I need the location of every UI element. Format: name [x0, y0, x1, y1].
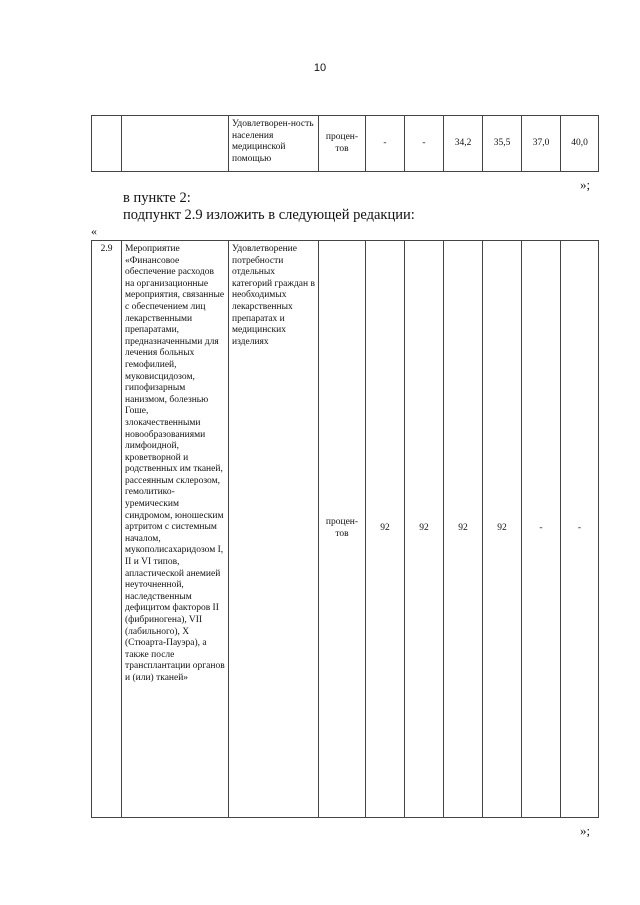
closing-quote-mark-2: »;: [580, 823, 591, 838]
cell-value: -: [561, 241, 599, 818]
table-row: [92, 241, 599, 818]
cell-value: -: [405, 116, 444, 172]
table-row: [92, 116, 599, 172]
cell-number: 2.9: [92, 241, 122, 818]
cell-unit: процен-тов: [319, 241, 366, 818]
cell-value: 92: [366, 241, 405, 818]
cell-value: -: [522, 241, 561, 818]
paragraph-point: в пункте 2:: [123, 190, 191, 206]
cell-unit: процен-тов: [319, 116, 366, 172]
cell-value: -: [366, 116, 405, 172]
cell-value: 92: [483, 241, 522, 818]
cell-value: 40,0: [561, 116, 599, 172]
indicator-table-top: [91, 115, 599, 172]
cell-measure: [122, 116, 229, 172]
paragraph-subpoint: подпункт 2.9 изложить в следующей редакции:: [123, 207, 415, 223]
indicator-table-main: [91, 240, 599, 818]
closing-quote-mark: »;: [580, 177, 591, 192]
cell-value: 92: [405, 241, 444, 818]
cell-indicator: Удовлетворен-ность населения медицинской помощью: [229, 116, 319, 172]
cell-indicator: Удовлетворение потребности отдельных категорий граждан в необходимых лекарственных препаратах и медицинских изделиях: [229, 241, 319, 818]
cell-value: 34,2: [444, 116, 483, 172]
cell-value: 37,0: [522, 116, 561, 172]
cell-value: 92: [444, 241, 483, 818]
page-number: 10: [313, 62, 327, 74]
cell-measure: Мероприятие «Финансовое обеспечение расходов на организационные мероприятия, связанные с обеспечением лиц лекарственными препаратами, предназначенными для лечения больных гемофилией, муковисцидозом, гипофизарным нанизмом, болезнью Гоше, злокачественными новообразованиями лимфоидной, кроветворной и родственных им тканей, рассеянным склерозом, гемолитико-уремическим синдромом, юношеским артритом с системным началом, мукополисахаридозом I, II и VI типов, апластической анемией неуточненной, наследственным дефицитом факторов II (фибриногена), VII (лабильного), X (Стюарта-Пауэра), а также после трансплантации органов и (или) тканей»: [122, 241, 229, 818]
cell-number: [92, 116, 122, 172]
opening-quote-mark: «: [91, 224, 97, 238]
cell-value: 35,5: [483, 116, 522, 172]
